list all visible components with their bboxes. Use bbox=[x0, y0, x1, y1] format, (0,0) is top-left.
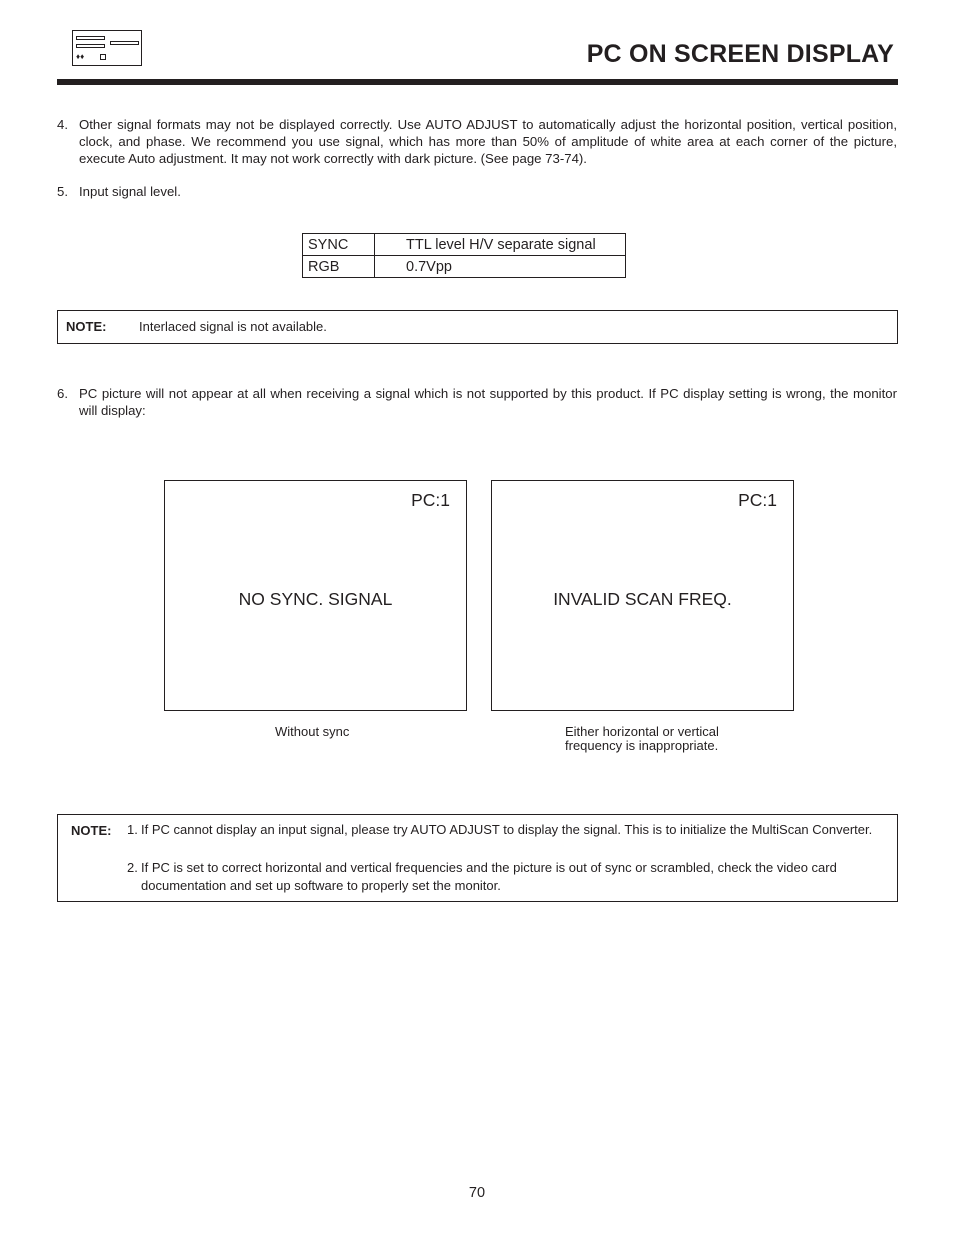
header-rule bbox=[57, 79, 898, 85]
note-item-number: 2. bbox=[127, 860, 138, 875]
list-item-5 bbox=[57, 183, 897, 200]
screen-no-sync bbox=[164, 480, 467, 711]
screen-message: INVALID SCAN FREQ. bbox=[553, 589, 732, 609]
caption-line: frequency is inappropriate. bbox=[565, 738, 719, 753]
note-item-1 bbox=[127, 821, 886, 839]
note-item-text: If PC cannot display an input signal, please try AUTO ADJUST to display the signal. This is to initialize the MultiScan Converter. bbox=[141, 822, 873, 837]
screen-invalid-scan bbox=[491, 480, 794, 711]
screen-caption: Without sync bbox=[275, 724, 350, 739]
input-label: PC:1 bbox=[738, 490, 777, 510]
table-row bbox=[303, 234, 626, 256]
tv-panel-icon bbox=[72, 30, 142, 66]
table-cell-value: 0.7Vpp bbox=[375, 256, 626, 278]
item-number: 5. bbox=[57, 184, 68, 199]
note-box-troubleshooting bbox=[57, 814, 898, 902]
panel-buttons-icon: ♦♦ bbox=[76, 52, 85, 61]
page-title: PC ON SCREEN DISPLAY bbox=[586, 40, 894, 68]
screen-caption bbox=[565, 725, 719, 753]
table-row bbox=[303, 256, 626, 278]
note-item-2 bbox=[127, 859, 886, 895]
signal-level-table bbox=[302, 233, 626, 278]
panel-square-icon bbox=[100, 54, 106, 60]
panel-slot-icon bbox=[76, 44, 105, 48]
item-text: Other signal formats may not be displayed correctly. Use AUTO ADJUST to automatically adjust the horizontal position, vertical position, clock, and phase. We recommend you use signal, which has more than 50% of amplitude of white area at each corner of the picture, execute Auto adjustment. It may not work correctly with dark picture. (See page 73-74). bbox=[79, 117, 897, 166]
item-text: Input signal level. bbox=[79, 184, 181, 199]
item-text: PC picture will not appear at all when receiving a signal which is not supported by this product. If PC display setting is wrong, the monitor will display: bbox=[79, 386, 897, 418]
panel-slot-icon bbox=[76, 36, 105, 40]
table-cell-value: TTL level H/V separate signal bbox=[375, 234, 626, 256]
note-item-number: 1. bbox=[127, 822, 138, 837]
table-cell-name: SYNC bbox=[303, 234, 375, 256]
table-cell-name: RGB bbox=[303, 256, 375, 278]
page-number: 70 bbox=[468, 1185, 486, 1201]
item-number: 4. bbox=[57, 117, 68, 132]
item-number: 6. bbox=[57, 386, 68, 401]
note-box-interlaced bbox=[57, 310, 898, 344]
screen-message: NO SYNC. SIGNAL bbox=[238, 589, 393, 609]
input-label: PC:1 bbox=[411, 490, 450, 510]
panel-slot-icon bbox=[110, 41, 139, 45]
note-item-text: If PC is set to correct horizontal and vertical frequencies and the picture is out of sync or scrambled, check the video card documentation and set up software to properly set the monitor. bbox=[141, 860, 837, 893]
note-label: NOTE: bbox=[71, 823, 112, 838]
note-text: Interlaced signal is not available. bbox=[139, 319, 327, 334]
caption-line: Either horizontal or vertical bbox=[565, 724, 719, 739]
list-item-6 bbox=[57, 385, 897, 419]
note-label: NOTE: bbox=[66, 319, 107, 334]
list-item-4 bbox=[57, 116, 897, 167]
